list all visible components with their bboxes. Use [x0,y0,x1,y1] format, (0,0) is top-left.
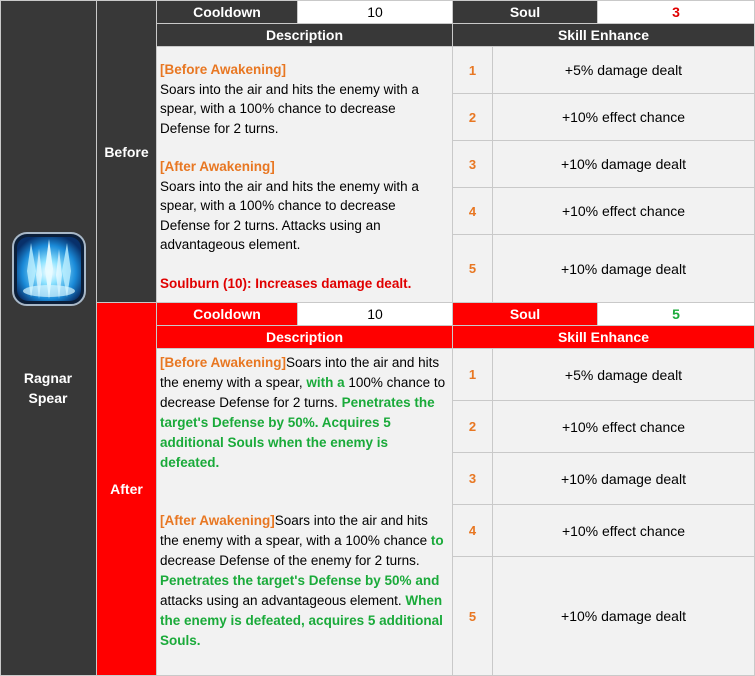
after-aa-text-4: Penetrates the target's Defense by 50% and [160,573,440,588]
after-cooldown-value: 10 [297,302,453,326]
before-soul-label: Soul [452,0,598,24]
after-enhance-text-1: +5% damage dealt [492,348,755,401]
before-description-header: Description [156,23,453,47]
before-enhance-text-2: +10% effect chance [492,93,755,141]
before-enhance-level-1: 1 [452,46,493,94]
after-soul-label: Soul [452,302,598,326]
after-enhance-text-3: +10% damage dealt [492,452,755,505]
before-soulburn: Soulburn (10): Increases damage dealt. [160,275,412,291]
after-ba-text-1: Soars into the air and hits the enemy with a spear, [160,355,440,390]
before-cooldown-value: 10 [297,0,453,24]
before-aa-tag: [After Awakening] [160,159,275,174]
after-description [156,348,453,676]
after-enhance-level-3: 3 [452,452,493,505]
before-enhance-text-1: +5% damage dealt [492,46,755,94]
after-enhance-header: Skill Enhance [452,325,755,349]
after-ba-text-2: with a [306,375,345,390]
after-enhance-text-5: +10% damage dealt [492,556,755,676]
before-enhance-level-5: 5 [452,234,493,303]
after-soul-value: 5 [597,302,755,326]
before-cooldown-label: Cooldown [156,0,298,24]
before-soul-value: 3 [597,0,755,24]
after-enhance-text-4: +10% effect chance [492,504,755,557]
skill-name-line2: Spear [28,390,68,406]
before-aa-text: Soars into the air and hits the enemy with a spear, with a 100% chance to decrease Defense for 2 turns. Attacks using an advantageous element. [160,178,419,252]
before-enhance-level-3: 3 [452,140,493,188]
before-label: Before [96,0,157,303]
after-label: After [96,302,157,676]
after-ba-text-4: Penetrates the target's Defense by 50%. Acquires 5 additional Souls when the enemy is defeated. [160,395,435,470]
before-enhance-level-2: 2 [452,93,493,141]
after-enhance-level-2: 2 [452,400,493,453]
after-cooldown-label: Cooldown [156,302,298,326]
after-enhance-level-5: 5 [452,556,493,676]
after-ba-text-3: 100% chance to decrease Defense for 2 turns. [160,375,446,410]
after-aa-text-6: When the enemy is defeated, acquires 5 additional Souls. [160,593,443,648]
after-aa-tag: [After Awakening] [160,513,275,528]
after-ba-tag: [Before Awakening] [160,355,287,370]
skill-name [0,368,96,408]
before-enhance-header: Skill Enhance [452,23,755,47]
skill-name-line1: Ragnar [23,370,73,386]
after-aa-text-2: to [430,533,444,548]
before-enhance-text-3: +10% damage dealt [492,140,755,188]
after-enhance-text-2: +10% effect chance [492,400,755,453]
after-aa-text-3: decrease Defense of the enemy for 2 turns. [160,553,420,568]
before-enhance-text-4: +10% effect chance [492,187,755,235]
before-enhance-text-5: +10% damage dealt [492,234,755,303]
after-description-header: Description [156,325,453,349]
after-enhance-level-4: 4 [452,504,493,557]
skill-column [0,0,97,676]
before-ba-tag: [Before Awakening] [160,62,287,77]
before-enhance-level-4: 4 [452,187,493,235]
after-enhance-level-1: 1 [452,348,493,401]
ice-spear-skill-icon [9,229,89,309]
before-description [156,46,453,303]
after-aa-text-5: attacks using an advantageous element. [160,593,406,608]
after-aa-text-1: Soars into the air and hits the enemy with a spear, with a 100% chance [160,513,431,548]
before-ba-text: Soars into the air and hits the enemy with a spear, with a 100% chance to decrease Defense for 2 turns. [160,81,419,136]
